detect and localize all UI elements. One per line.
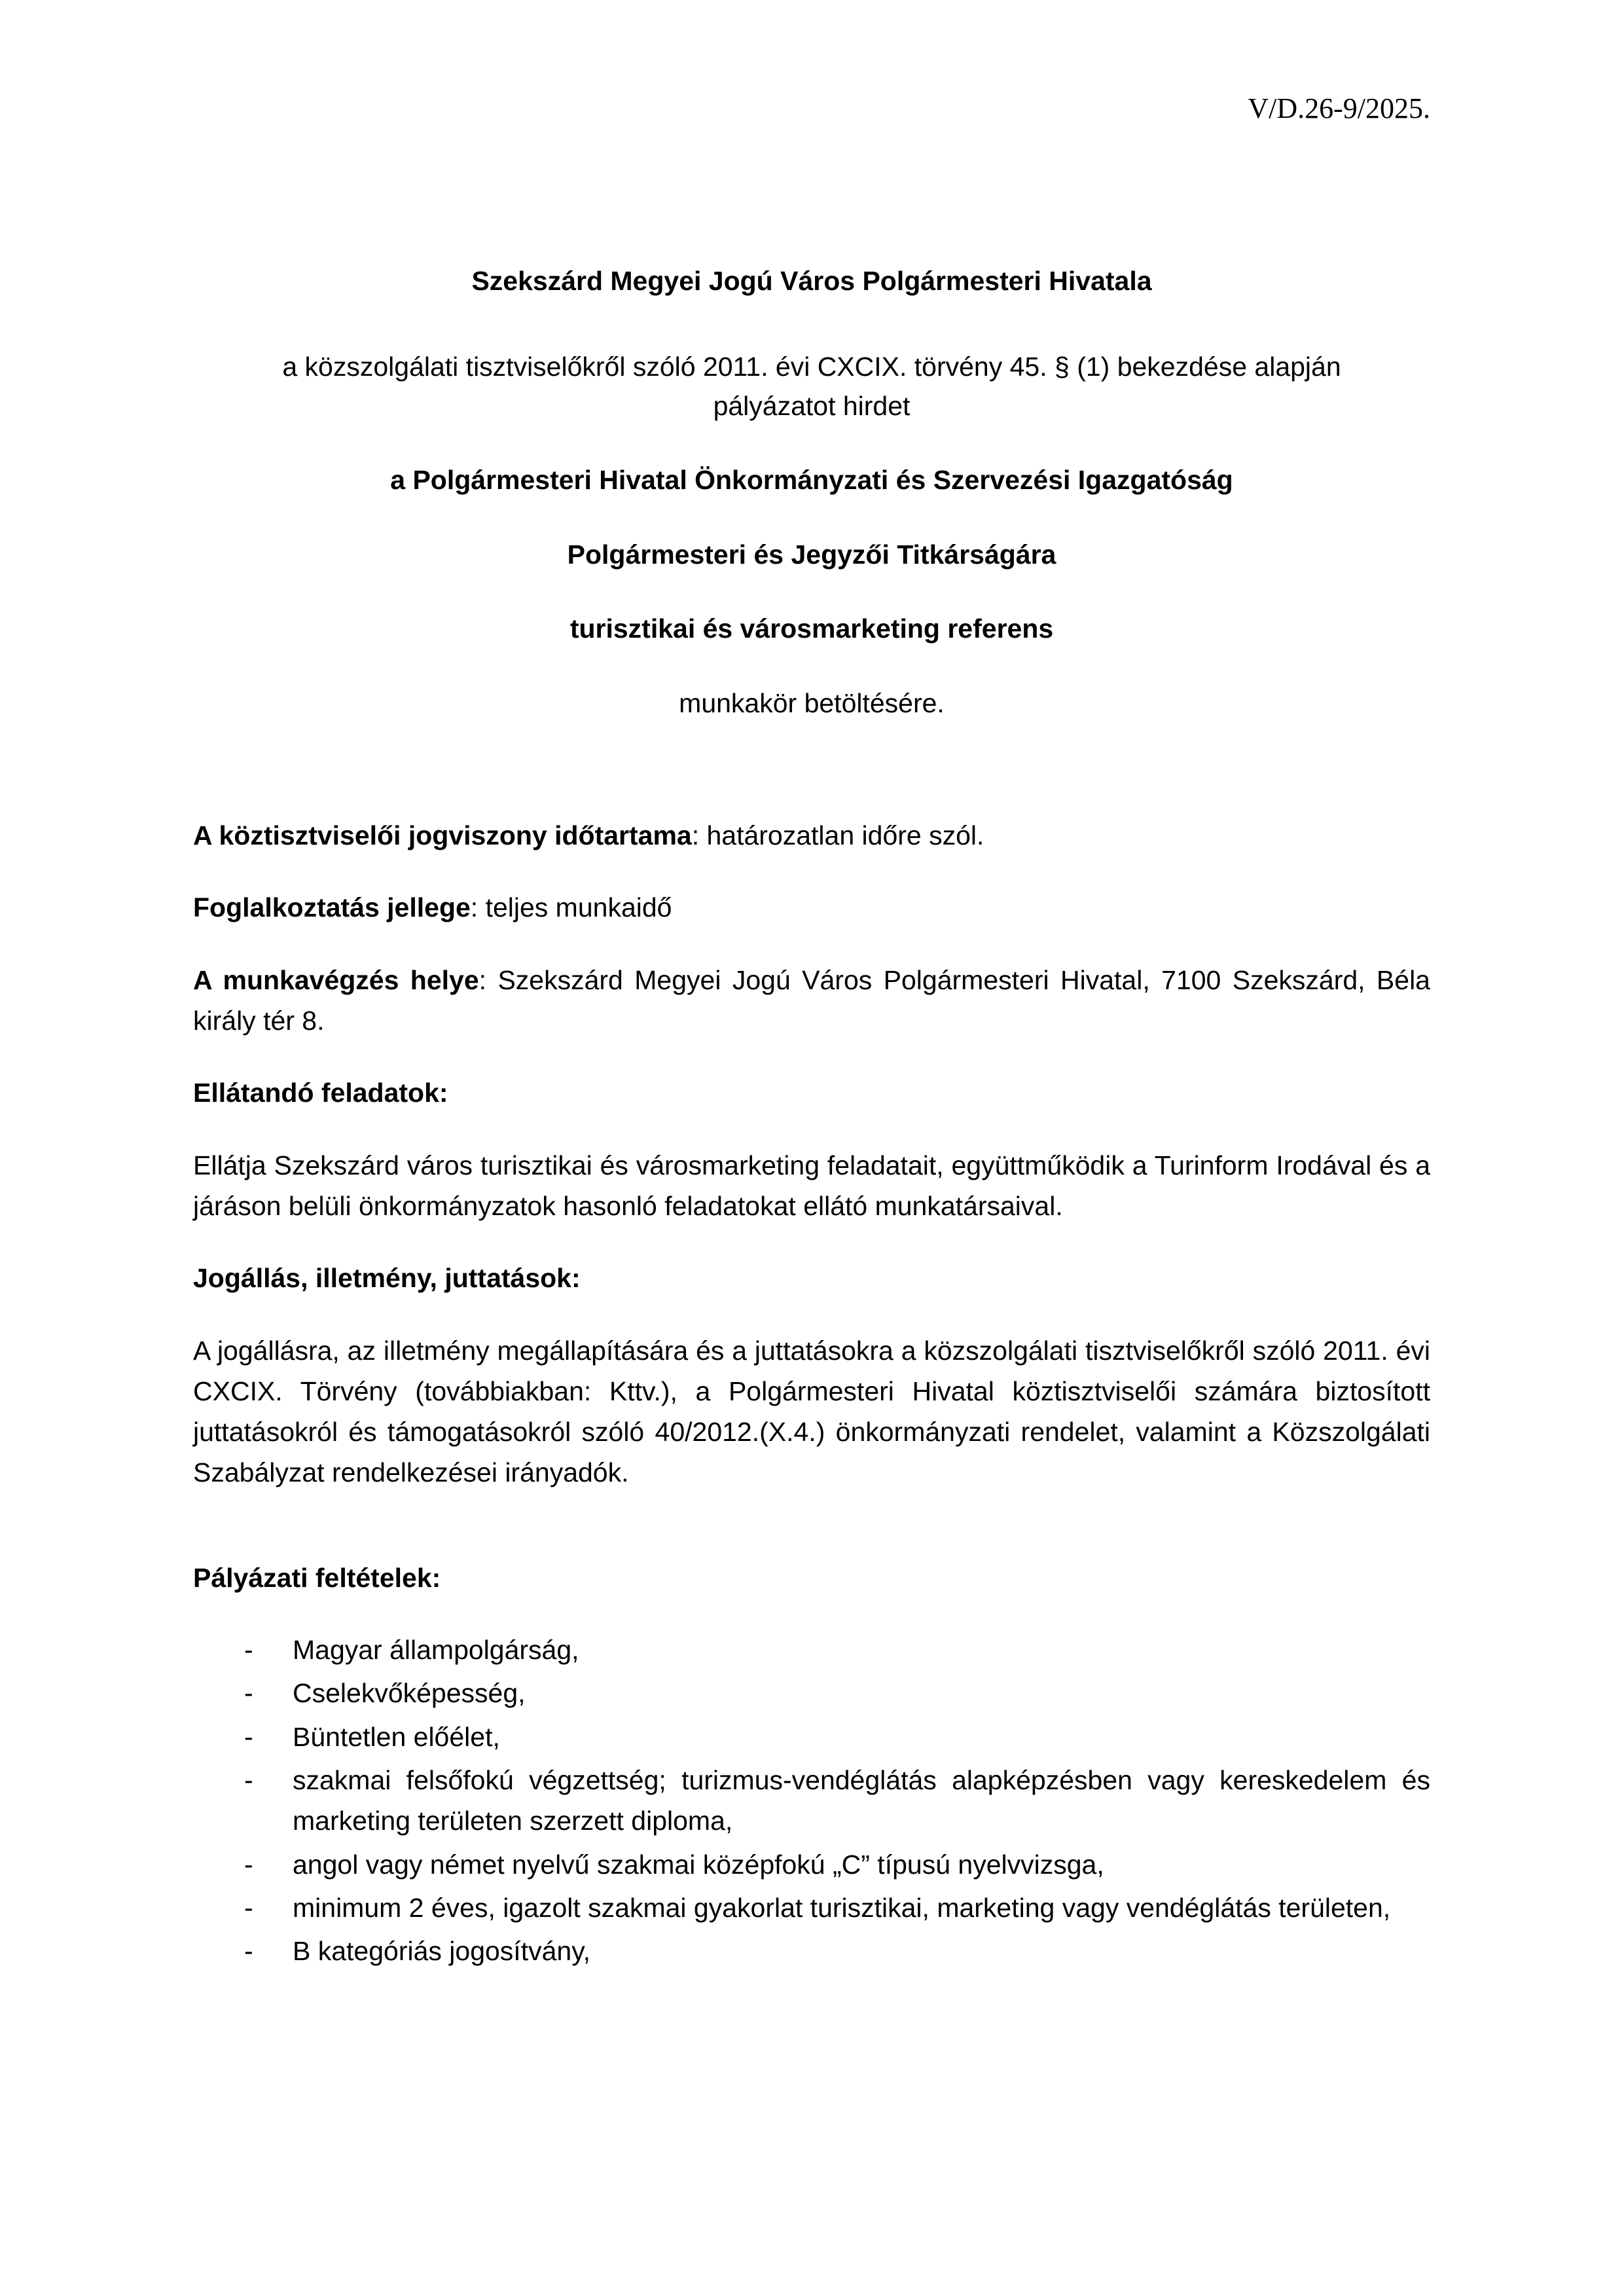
workplace-value: : Szekszárd Megyei Jogú Város Polgármesteri Hivatal, 7100 Szekszárd, Béla király tér 8. [193,964,1430,1036]
status-paragraph: A jogállásra, az illetmény megállapítására és a juttatásokra a közszolgálati tisztviselőkről szóló 2011. évi CXCIX. Törvény (továbbiakban: Kttv.), a Polgármesteri Hivatal köztisztviselői számára biztosított juttatásokról és támogatásokról szóló 40/2012.(X.4.) önkormányzati rendelet, valamint a Közszolgálati Szabályzat rendelkezései irányadók. [193,1335,1430,1488]
dash-bullet-icon: - [244,1849,253,1880]
employment-type-value: : teljes munkaidő [470,892,672,923]
requirement-item-label: szakmai felsőfokú végzettség; turizmus-vendéglátás alapképzésben vagy kereskedelem és marketing területen szerzett diploma, [293,1765,1430,1836]
requirement-item [193,1630,1430,1670]
dash-bullet-icon: - [244,1936,253,1967]
spacer [193,426,1430,461]
department-title: a Polgármesteri Hivatal Önkormányzati és Szervezési Igazgatóság [390,465,1233,496]
requirement-item-label: angol vagy német nyelvű szakmai középfokú „C” típusú nyelvvizsga, [293,1849,1104,1880]
organisation-title: Szekszárd Megyei Jogú Város Polgármesteri Hivatala [471,266,1152,296]
requirement-item-label: Magyar állampolgárság, [293,1635,579,1666]
document-intro-block [193,262,1430,723]
tasks-paragraph: Ellátja Szekszárd város turisztikai és városmarketing feladatait, együttműködik a Turinform Irodával és a járáson belüli önkormányzatok hasonló feladatokat ellátó munkatársaival. [193,1150,1430,1221]
intro-closing-line: munkakör betöltésére. [679,687,945,718]
spacer [193,574,1430,610]
workplace-paragraph [193,960,1430,1042]
dash-bullet-icon: - [244,1892,253,1923]
dash-bullet-icon: - [244,1635,253,1666]
spacer [193,301,1430,348]
employment-type-label: Foglalkoztatás jellege [193,892,471,923]
requirement-item [193,1931,1430,1971]
unit-title: Polgármesteri és Jegyzői Titkárságára [567,539,1056,570]
document-reference-number: V/D.26-9/2025. [1248,92,1430,124]
dash-bullet-icon: - [244,1721,253,1752]
requirement-item-label: Cselekvőképesség, [293,1678,526,1709]
requirement-item [193,1844,1430,1885]
requirement-item-label: minimum 2 éves, igazolt szakmai gyakorlat turisztikai, marketing vagy vendéglátás területen, [293,1892,1391,1923]
requirement-item [193,1673,1430,1713]
requirements-heading: Pályázati feltételek: [193,1562,441,1593]
spacer [193,500,1430,536]
tasks-heading: Ellátandó feladatok: [193,1078,448,1108]
employment-duration-paragraph [193,815,1430,856]
spacer [193,1525,1430,1558]
employment-duration-label: A köztisztviselői jogviszony időtartama [193,820,692,850]
legal-basis-line-1: a közszolgálati tisztviselőkről szóló 2011. évi CXCIX. törvény 45. § (1) bekezdése alapján [282,352,1341,382]
requirement-item-label: Büntetlen előélet, [293,1721,500,1752]
spacer [193,649,1430,684]
legal-basis-line-2: pályázatot hirdet [713,390,911,421]
dash-bullet-icon: - [244,1765,253,1795]
requirement-item [193,1717,1430,1757]
position-title: turisztikai és városmarketing referens [569,613,1054,644]
requirements-list [193,1630,1430,1972]
requirement-item [193,1887,1430,1928]
dash-bullet-icon: - [244,1678,253,1709]
requirement-item [193,1760,1430,1842]
workplace-label: A munkavégzés helye [193,964,479,995]
requirement-item-label: B kategóriás jogosítvány, [293,1936,591,1967]
document-body [193,815,1430,1975]
employment-duration-value: : határozatlan időre szól. [691,820,984,850]
employment-type-paragraph [193,887,1430,928]
status-heading: Jogállás, illetmény, juttatások: [193,1263,581,1294]
